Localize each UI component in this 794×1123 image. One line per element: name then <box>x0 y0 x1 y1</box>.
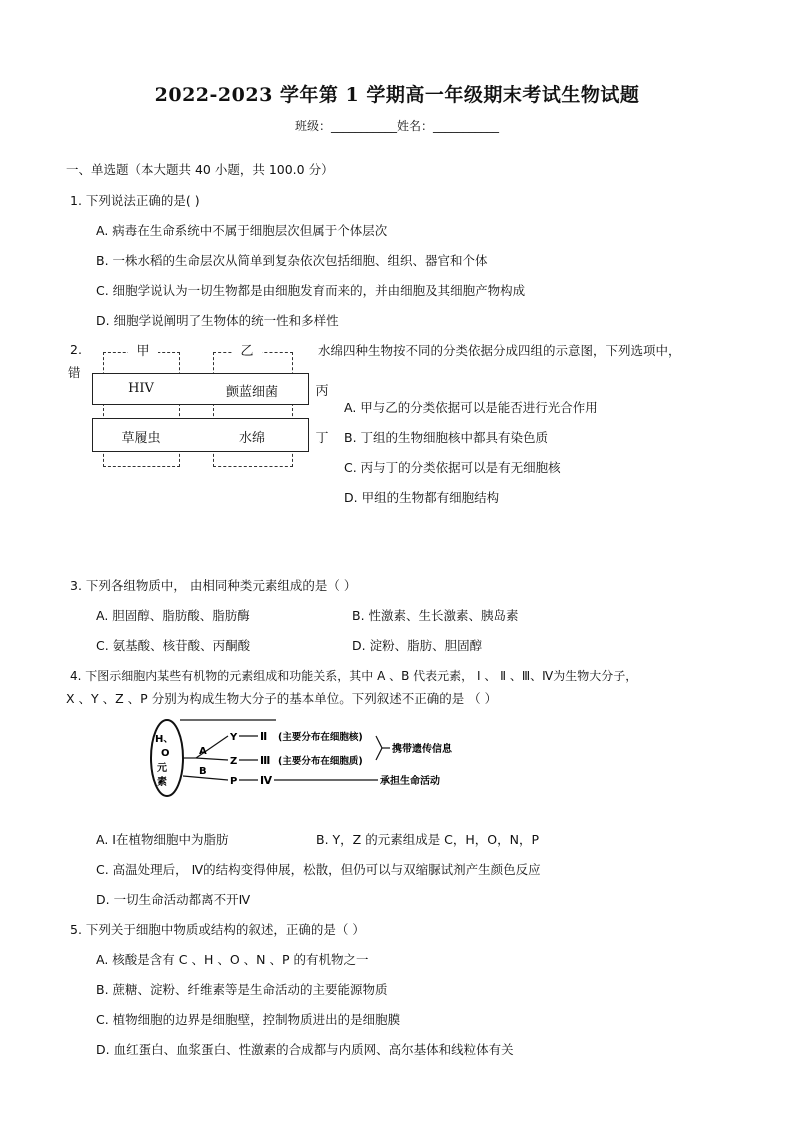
q1-option-d: D. 细胞学说阐明了生物体的统一性和多样性 <box>96 313 339 328</box>
q3-option-d: D. 淀粉、脂肪、胆固醇 <box>352 638 483 653</box>
cell-hiv: HIV <box>128 381 154 396</box>
bracket-bottom <box>376 748 382 760</box>
q2-option-c: C. 丙与丁的分类依据可以是有无细胞核 <box>344 460 561 475</box>
ellipse-text-su: 素 <box>157 777 167 788</box>
q5-option-b: B. 蔗糖、淀粉、纤维素等是生命活动的主要能源物质 <box>96 982 388 997</box>
class-name-line: 班级：___________姓名：___________ <box>294 119 499 133</box>
q4-stem-line2: X 、Y 、Z 、P 分别为构成生物大分子的基本单位。下列叙述不正确的是 （ ） <box>66 691 498 706</box>
q4-option-b: B. Y，Z 的元素组成是 C，H，O，N，P <box>316 832 540 847</box>
q4-option-a: A. Ⅰ在植物细胞中为脂肪 <box>96 832 229 847</box>
q4-option-d: D. 一切生命活动都离不开Ⅳ <box>96 892 251 907</box>
q1-option-c: C. 细胞学说认为一切生物都是由细胞发育而来的，并由细胞及其细胞产物构成 <box>96 283 526 298</box>
q2-stem-start: 2. <box>70 342 82 357</box>
col-label-jia: 甲 <box>128 340 158 359</box>
q5-stem: 5. 下列关于细胞中物质或结构的叙述，正确的是（ ） <box>70 922 365 937</box>
arrow-a-z <box>196 758 228 760</box>
ellipse-text-yuan: 元 <box>157 763 167 774</box>
note-iii: (主要分布在细胞质) <box>278 756 363 767</box>
q2-option-d: D. 甲组的生物都有细胞结构 <box>344 490 500 505</box>
cell-cyanobacteria: 颤蓝细菌 <box>225 385 278 400</box>
label-iv: Ⅳ <box>260 774 273 787</box>
q5-option-a: A. 核酸是含有 C 、H 、O 、N 、P 的有机物之一 <box>96 952 369 967</box>
q1-option-a: A. 病毒在生命系统中不属于细胞层次但属于个体层次 <box>96 223 388 238</box>
ellipse-text-h: H、 <box>155 734 174 745</box>
q4-stem-line1: 4. 下图示细胞内某些有机物的元素组成和功能关系，其中 A 、B 代表元素， Ⅰ 、 Ⅱ 、Ⅲ、Ⅳ为生物大分子， <box>70 669 638 683</box>
q1-option-b: B. 一株水稻的生命层次从简单到复杂依次包括细胞、组织、器官和个体 <box>96 253 488 268</box>
q3-option-b: B. 性激素、生长激素、胰岛素 <box>352 608 519 623</box>
q2-option-a: A. 甲与乙的分类依据可以是能否进行光合作用 <box>344 400 598 415</box>
carry-genetic-info: 携带遗传信息 <box>392 744 452 755</box>
label-p: P <box>230 776 238 787</box>
col-label-yi: 乙 <box>232 340 262 359</box>
bracket-top <box>376 736 382 748</box>
label-iii: Ⅲ <box>260 754 271 767</box>
section-heading: 一、单选题（本大题共 40 小题，共 100.0 分） <box>66 162 334 177</box>
q5-option-d: D. 血红蛋白、血浆蛋白、性激素的合成都与内质网、高尔基体和线粒体有关 <box>96 1042 514 1057</box>
q3-option-c: C. 氨基酸、核苷酸、丙酮酸 <box>96 638 251 653</box>
row-label-bing: 丙 <box>315 384 329 399</box>
cell-spirogyra: 水绵 <box>238 431 265 446</box>
q3-option-a: A. 胆固醇、脂肪酸、脂肪酶 <box>96 608 250 623</box>
exam-title: 2022-2023 学年第 1 学期高一年级期末考试生物试题 <box>154 84 640 106</box>
cell-paramecium: 草履虫 <box>121 431 161 446</box>
q5-option-c: C. 植物细胞的边界是细胞壁，控制物质进出的是细胞膜 <box>96 1012 401 1027</box>
undertake-life-activity: 承担生命活动 <box>380 776 440 787</box>
q4-element-function-diagram <box>150 712 490 800</box>
q1-stem: 1. 下列说法正确的是( ) <box>70 193 200 208</box>
ellipse-text-o: O <box>161 748 170 759</box>
label-ii: Ⅱ <box>260 730 268 743</box>
label-a: A <box>199 746 207 757</box>
label-z: Z <box>230 756 238 767</box>
q3-stem: 3. 下列各组物质中， 由相同种类元素组成的是（ ） <box>70 578 357 593</box>
q2-stem-end: 水绵四种生物按不同的分类依据分成四组的示意图，下列选项中， <box>318 343 681 358</box>
q4-option-c: C. 高温处理后， Ⅳ的结构变得伸展，松散，但仍可以与双缩脲试剂产生颜色反应 <box>96 862 541 877</box>
q2-stem-line2: 错 <box>68 365 81 380</box>
row-label-ding: 丁 <box>315 431 329 446</box>
label-y: Y <box>230 732 238 743</box>
q2-option-b: B. 丁组的生物细胞核中都具有染色质 <box>344 430 549 445</box>
label-b: B <box>199 766 207 777</box>
note-ii: (主要分布在细胞核) <box>278 732 363 743</box>
